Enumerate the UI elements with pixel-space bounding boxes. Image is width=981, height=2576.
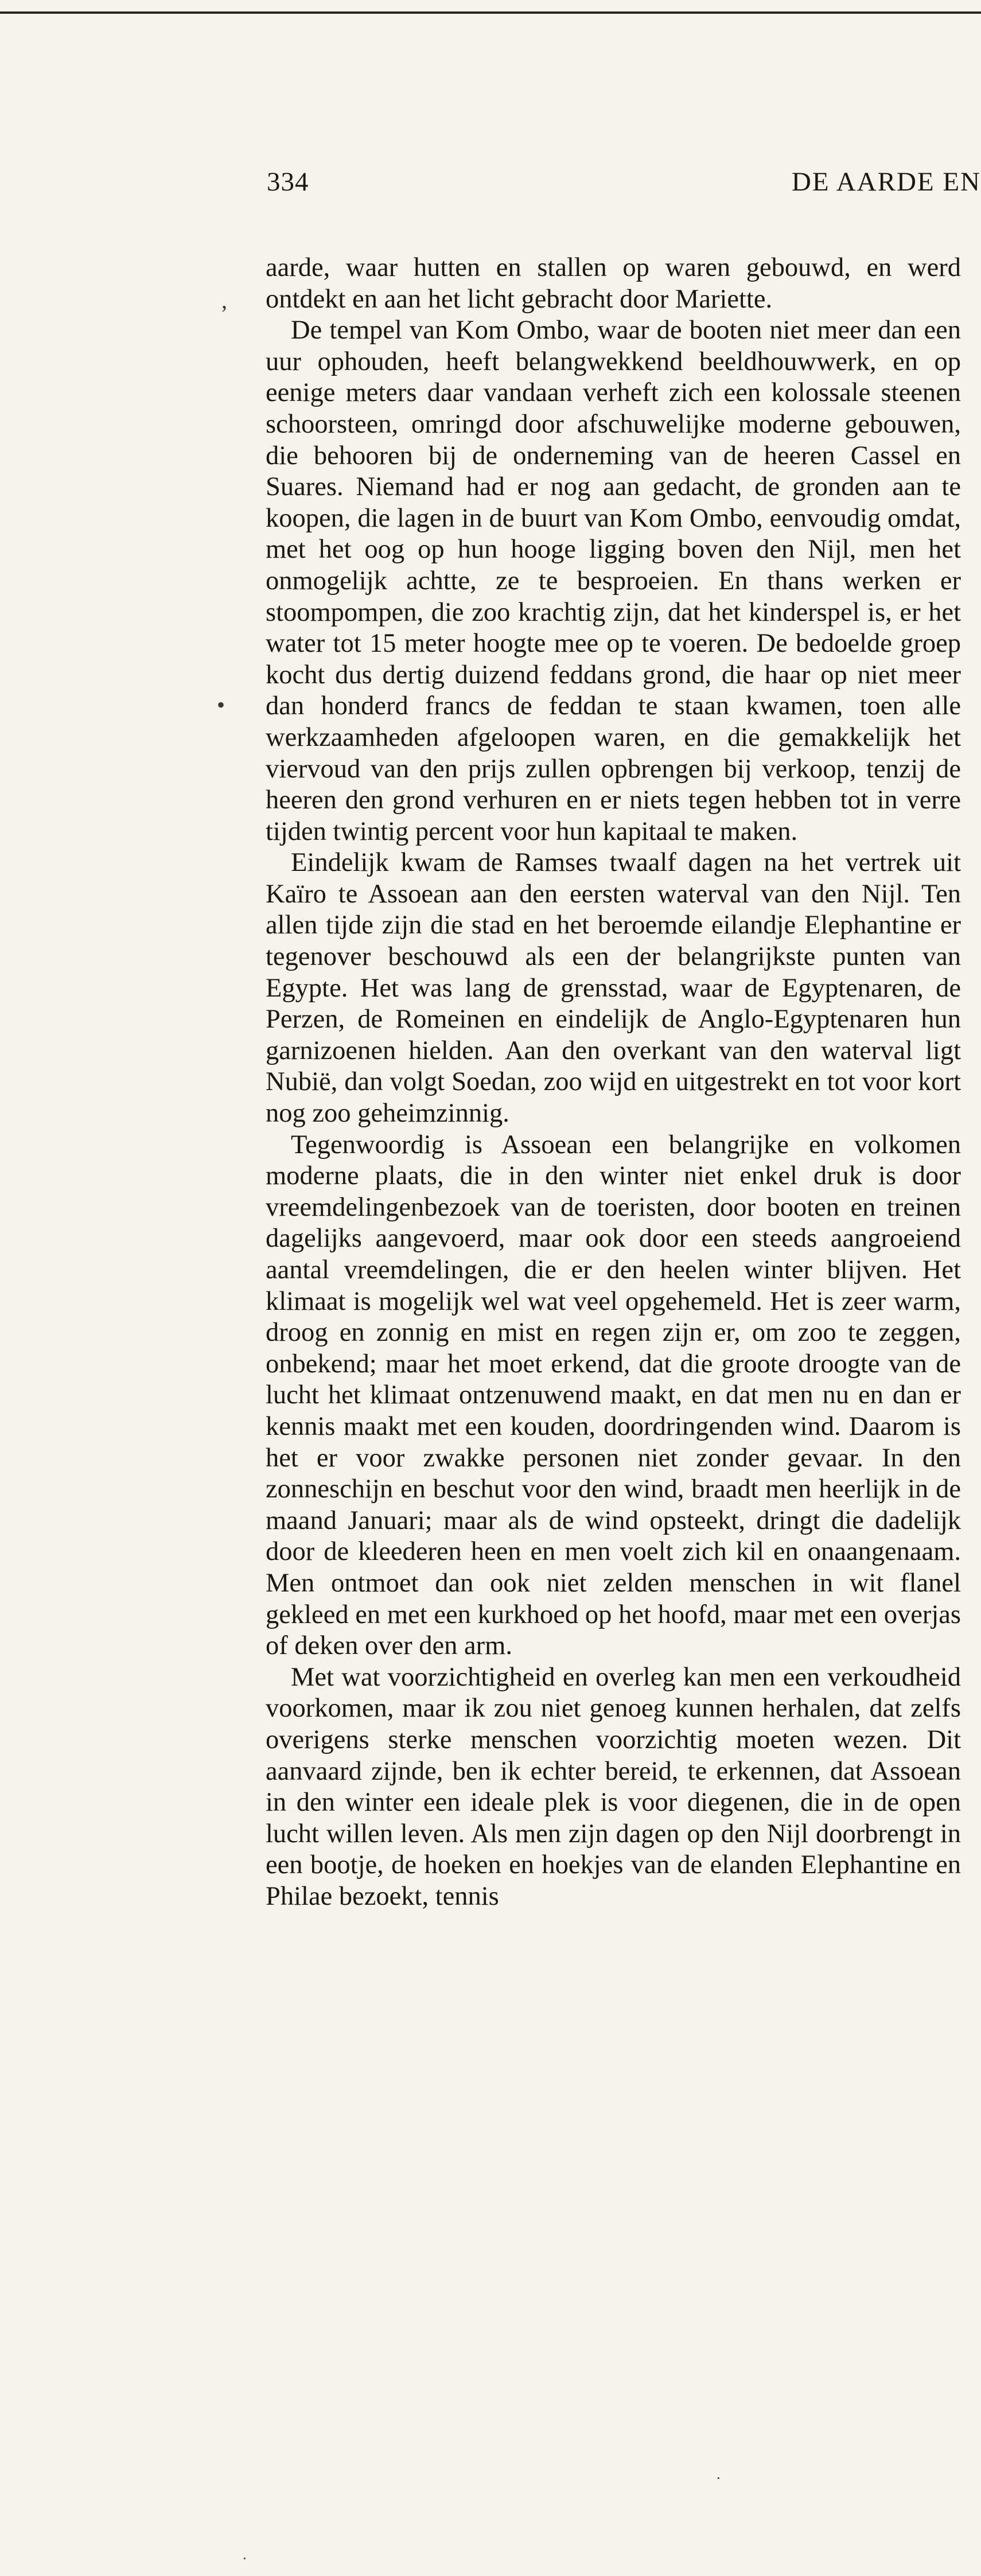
- speck-mark: ·: [242, 2550, 247, 2567]
- paragraph-assoean-climate: Tegenwoordig is Assoean een belangrijke en volkomen moderne plaats, die in den winter niet enkel druk is door vreemdelingenbezoek van de toeristen, door booten en treinen dagelijks aangevoerd, maar ook door een steeds aangroeiend aantal vreemdelingen, die er den heelen winter blijven. Het klimaat is mogelijk wel wat veel opgehemeld. Het is zeer warm, droog en zonnig en mist en regen zijn er, om zoo te zeggen, onbekend; maar het moet erkend, dat die groote droogte van de lucht het klimaat ontzenuwend maakt, en dat men nu en dan er kennis maakt met een kouden, doordringenden wind. Daarom is het er voor zwakke personen niet zonder gevaar. In den zonneschijn en beschut voor den wind, braadt men heerlijk in de maand Januari; maar als de wind opsteekt, dringt die dadelijk door de kleederen heen en men voelt zich kil en onaangenaam. Men ontmoet dan ook niet zelden menschen in wit flanel gekleed en met een kurkhoed op het hoofd, maar met een overjas of deken over den arm.: [266, 1130, 961, 1661]
- body-text: [266, 252, 961, 1912]
- paragraph-precautions: Met wat voorzichtigheid en overleg kan men een verkoudheid voorkomen, maar ik zou niet genoeg kunnen herhalen, dat zelfs overigens sterke menschen voorzichtig moeten wezen. Dit aanvaard zijnde, ben ik echter bereid, te erkennen, dat Assoean in den winter een ideale plek is voor diegenen, die in de open lucht willen leven. Als men zijn dagen op den Nijl doorbrengt in een bootje, de hoeken en hoekjes van de elanden Elephantine en Philae bezoekt, tennis: [266, 1662, 961, 1911]
- page-header: [267, 166, 981, 207]
- margin-mark: ,: [221, 287, 227, 313]
- paragraph-assoean-arrival: Eindelijk kwam de Ramses twaalf dagen na het vertrek uit Kaïro te Assoean aan den eersten waterval van den Nijl. Ten allen tijde zijn die stad en het beroemde eilandje Elephantine er tegenover beschouwd als een der belangrijkste punten van Egypte. Het was lang de grensstad, waar de Egyptenaren, de Perzen, de Romeinen en eindelijk de Anglo-Egyptenaren hun garnizoenen hielden. Aan den overkant van den waterval ligt Nubië, dan volgt Soedan, zoo wijd en uitgestrekt en tot voor kort nog zoo geheimzinnig.: [266, 848, 961, 1129]
- running-title: DE AARDE EN: [791, 167, 981, 197]
- paragraph-continued: aarde, waar hutten en stallen op waren gebouwd, en werd ontdekt en aan het licht gebracht door Mariette.: [266, 253, 961, 314]
- speck-mark: ·: [716, 2470, 721, 2486]
- page-number: 334: [267, 167, 309, 197]
- paragraph-kom-ombo: De tempel van Kom Ombo, waar de booten niet meer dan een uur ophouden, heeft belangwekkend beeldhouwwerk, en op eenige meters daar vandaan verheft zich een kolossale steenen schoorsteen, omringd door afschuwelijke moderne gebouwen, die behooren bij de onderneming van de heeren Cassel en Suares. Niemand had er nog aan gedacht, de gronden aan te koopen, die lagen in de buurt van Kom Ombo, eenvoudig omdat, met het oog op hun hooge ligging boven den Nijl, men het onmogelijk achtte, ze te besproeien. En thans werken er stoompompen, die zoo krachtig zijn, dat het kinderspel is, er het water tot 15 meter hoogte mee op te voeren. De bedoelde groep kocht dus dertig duizend feddans grond, die haar op niet meer dan honderd francs de feddan te staan kwamen, toen alle werkzaamheden afgeloopen waren, en die gemakkelijk het viervoud van den prijs zullen opbrengen bij verkoop, tenzij de heeren den grond verhuren en er niets tegen hebben tot in verre tijden twintig percent voor hun kapitaal te maken.: [266, 316, 961, 846]
- margin-mark: •: [217, 692, 225, 718]
- top-rule: [0, 11, 981, 14]
